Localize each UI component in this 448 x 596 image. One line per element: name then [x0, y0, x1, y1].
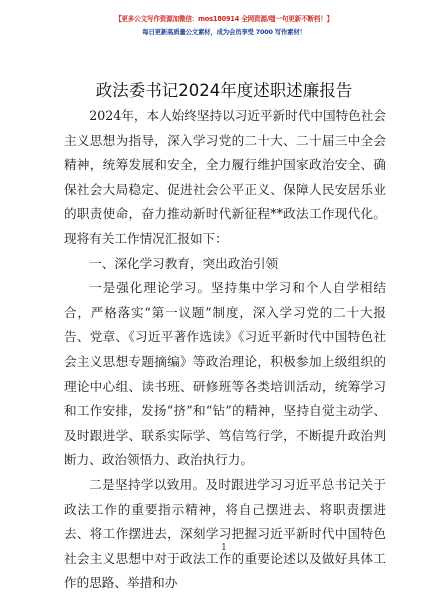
promo-banner-line-2: 每日更新高质量公文素材，成为会员享受 7000 写作素材！ [142, 28, 306, 36]
intro-paragraph: 2024年，本人始终坚持以习近平新时代中国特色社会主义思想为指导，深入学习党的二十大、二十届三中全会精神，统筹发展和安全，全力履行维护国家政治安全、确保社会大局稳定、促进社会公平正义、保障人民安居乐业的职责使命，奋力推动新时代新征程**政法工作现代化。现将有关工作情况汇报如下： [64, 108, 386, 246]
body-paragraph-theory-study: 一是强化理论学习。坚持集中学习和个人自学相结合，严格落实“第一议题”制度，深入学习党的二十大报告、党章、《习近平著作选读》《习近平新时代中国特色社会主义思想专题摘编》等政治理论，积极参加上级组织的理论中心组、读书班、研修班等各类培训活动，统筹学习和工作安排，发扬“挤”和“钻”的精神，坚持自觉主动学、及时跟进学、联系实际学、笃信笃行学，不断提升政治判断力、政治领悟力、政治执行力。 [64, 280, 386, 468]
document-body [64, 104, 386, 596]
body-paragraph-apply-learning: 二是坚持学以致用。及时跟进学习习近平总书记关于政法工作的重要指示精神，将自己摆进去、将职责摆进去、将工作摆进去，深刻学习把握习近平新时代中国特色社会主义思想中对于政法工作的重要论述以及做好具体工作的思路、举措和办 [64, 476, 386, 591]
document-title: 政法委书记2024年度述职述廉报告 [95, 81, 353, 100]
section-heading: 一、深化学习教育，突出政治引领 [89, 255, 279, 271]
page-number: 1 [221, 543, 227, 553]
promo-banner-line-1: 【更多公文写作资源加微信：mos180914 全网资源/嗤一句更新不断档！】 [115, 15, 333, 23]
